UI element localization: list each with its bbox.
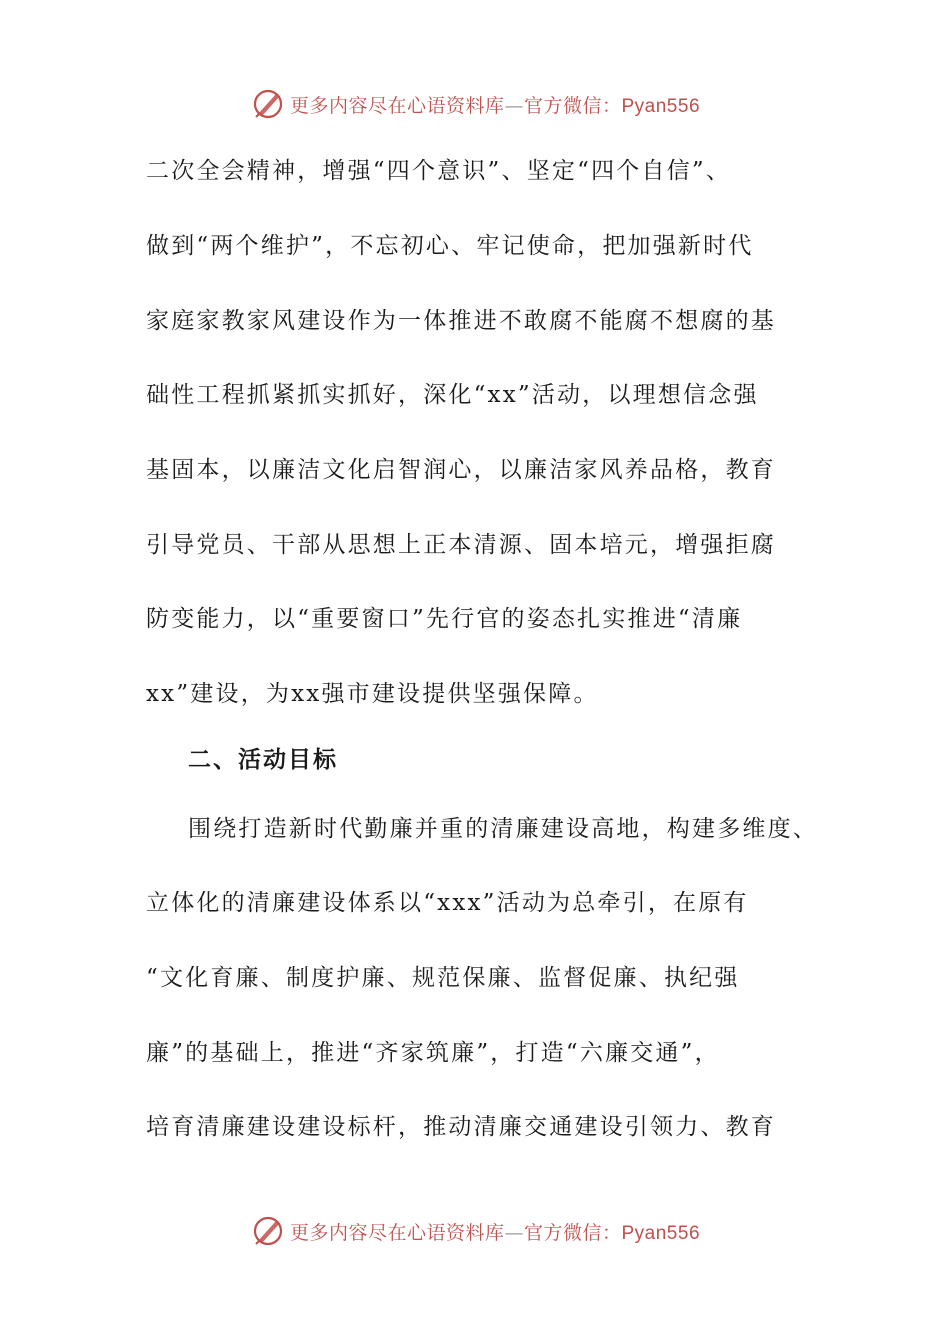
text-line: 础性工程抓紧抓实抓好，深化“xx”活动，以理想信念强 [146, 382, 759, 408]
text-line: 培育清廉建设建设标杆，推动清廉交通建设引领力、教育 [146, 1114, 776, 1140]
pen-logo-icon [250, 86, 286, 122]
text-line: 做到“两个维护”，不忘初心、牢记使命，把加强新时代 [146, 233, 754, 259]
watermark-banner-top [0, 84, 950, 124]
text-line: 引导党员、干部从思想上正本清源、固本培元，增强拒腐 [146, 532, 776, 558]
watermark-wechat-id: Pyan556 [621, 1222, 701, 1244]
watermark-wechat-label: 官方微信： [523, 1221, 622, 1244]
text-line: 基固本，以廉洁文化启智润心，以廉洁家风养品格，教育 [146, 457, 776, 483]
section-heading: 二、活动目标 [188, 747, 338, 773]
watermark-dash: — [504, 94, 524, 117]
watermark-dash: — [504, 1221, 524, 1244]
watermark-wechat-label: 官方微信： [523, 94, 622, 117]
text-line: 围绕打造新时代勤廉并重的清廉建设高地，构建多维度、 [188, 816, 818, 842]
watermark-site: 更多内容尽在心语资料库 [289, 94, 505, 117]
text-line: 立体化的清廉建设体系以“xxx”活动为总牵引，在原有 [146, 890, 749, 916]
text-line: 二次全会精神，增强“四个意识”、坚定“四个自信”、 [146, 158, 732, 184]
pen-logo-icon [250, 1213, 286, 1249]
text-line: 廉”的基础上，推进“齐家筑廉”，打造“六廉交通”， [146, 1040, 720, 1066]
text-line: 家庭家教家风建设作为一体推进不敢腐不能腐不想腐的基 [146, 308, 776, 334]
watermark-wechat-id: Pyan556 [621, 95, 701, 117]
text-line: 防变能力，以“重要窗口”先行官的姿态扎实推进“清廉 [146, 606, 743, 632]
text-line: xx”建设，为xx强市建设提供坚强保障。 [146, 681, 599, 707]
text-line: “文化育廉、制度护廉、规范保廉、监督促廉、执纪强 [146, 965, 740, 991]
watermark-banner-bottom [0, 1211, 950, 1251]
watermark-site: 更多内容尽在心语资料库 [289, 1221, 505, 1244]
